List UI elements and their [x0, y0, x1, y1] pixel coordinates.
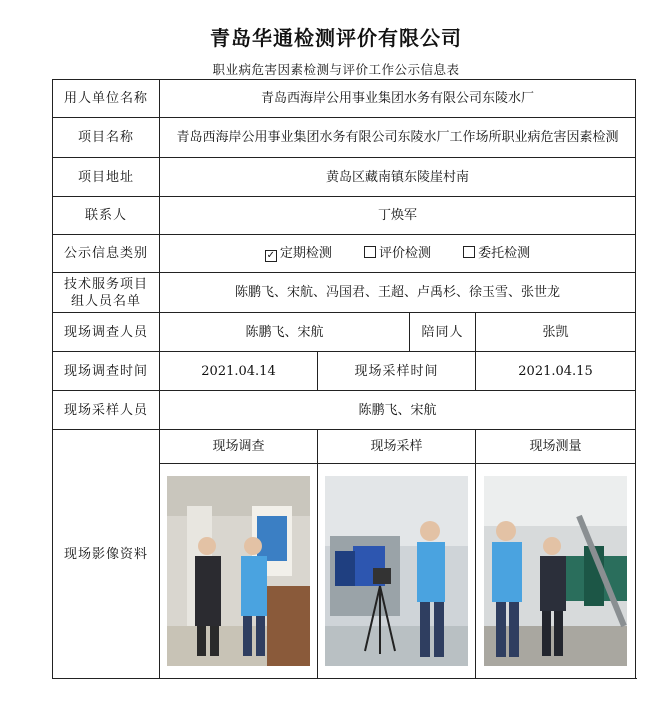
address-label: 项目地址 — [53, 158, 160, 197]
contact-label: 联系人 — [53, 197, 160, 235]
category-options — [160, 235, 636, 273]
survey-photo[interactable] — [167, 476, 310, 666]
project-label: 项目名称 — [53, 118, 160, 158]
companion-label: 陪同人 — [410, 313, 476, 352]
survey-value: 陈鹏飞、宋航 — [160, 313, 410, 352]
check-box-checked-icon: ✓ — [266, 250, 276, 261]
employer-label: 用人单位名称 — [53, 80, 160, 118]
contact-value: 丁焕军 — [160, 197, 636, 235]
check-box-empty-icon — [364, 246, 376, 258]
photo-cell-survey — [160, 464, 318, 679]
company-title: 青岛华通检测评价有限公司 — [210, 26, 462, 50]
companion-value: 张凯 — [476, 313, 636, 352]
row-media-headers — [53, 430, 636, 464]
photo-cell-measure — [476, 464, 636, 679]
survey-time-label: 现场调查时间 — [53, 352, 160, 391]
option-evaluation[interactable] — [364, 245, 431, 262]
address-value: 黄岛区藏南镇东陵崖村南 — [160, 158, 636, 197]
sampling-time-label: 现场采样时间 — [318, 352, 476, 391]
team-label-line1: 技术服务项目 — [63, 276, 148, 292]
check-box-empty-icon — [463, 246, 475, 258]
row-category — [53, 235, 636, 273]
survey-time-value: 2021.04.14 — [160, 352, 318, 391]
media-label: 现场影像资料 — [53, 430, 160, 679]
sampling-photo[interactable] — [325, 476, 468, 666]
option-commissioned-label: 委托检测 — [478, 246, 531, 261]
row-team — [53, 273, 636, 313]
option-periodic[interactable] — [265, 245, 332, 262]
row-employer — [53, 80, 636, 118]
team-label-line2: 组人员名单 — [70, 293, 141, 309]
row-survey — [53, 313, 636, 352]
survey-label: 现场调查人员 — [53, 313, 160, 352]
row-samplers — [53, 391, 636, 430]
category-label: 公示信息类别 — [53, 235, 160, 273]
measure-photo[interactable] — [484, 476, 627, 666]
option-commissioned[interactable] — [463, 245, 530, 262]
form-subtitle: 职业病危害因素检测与评价工作公示信息表 — [212, 62, 460, 77]
media-col-sampling: 现场采样 — [318, 430, 476, 464]
row-project — [53, 118, 636, 158]
row-times — [53, 352, 636, 391]
option-periodic-label: 定期检测 — [279, 246, 332, 261]
samplers-label: 现场采样人员 — [53, 391, 160, 430]
info-table — [52, 79, 636, 679]
sampling-time-value: 2021.04.15 — [476, 352, 636, 391]
option-evaluation-label: 评价检测 — [379, 246, 432, 261]
row-address — [53, 158, 636, 197]
media-col-survey: 现场调查 — [160, 430, 318, 464]
photo-cell-sampling — [318, 464, 476, 679]
team-value: 陈鹏飞、宋航、冯国君、王超、卢禹杉、徐玉雪、张世龙 — [160, 273, 636, 313]
row-contact — [53, 197, 636, 235]
media-col-measure: 现场测量 — [476, 430, 636, 464]
project-value: 青岛西海岸公用事业集团水务有限公司东陵水厂工作场所职业病危害因素检测 — [160, 118, 636, 158]
employer-value: 青岛西海岸公用事业集团水务有限公司东陵水厂 — [160, 80, 636, 118]
samplers-value: 陈鹏飞、宋航 — [160, 391, 636, 430]
team-label — [53, 273, 160, 313]
